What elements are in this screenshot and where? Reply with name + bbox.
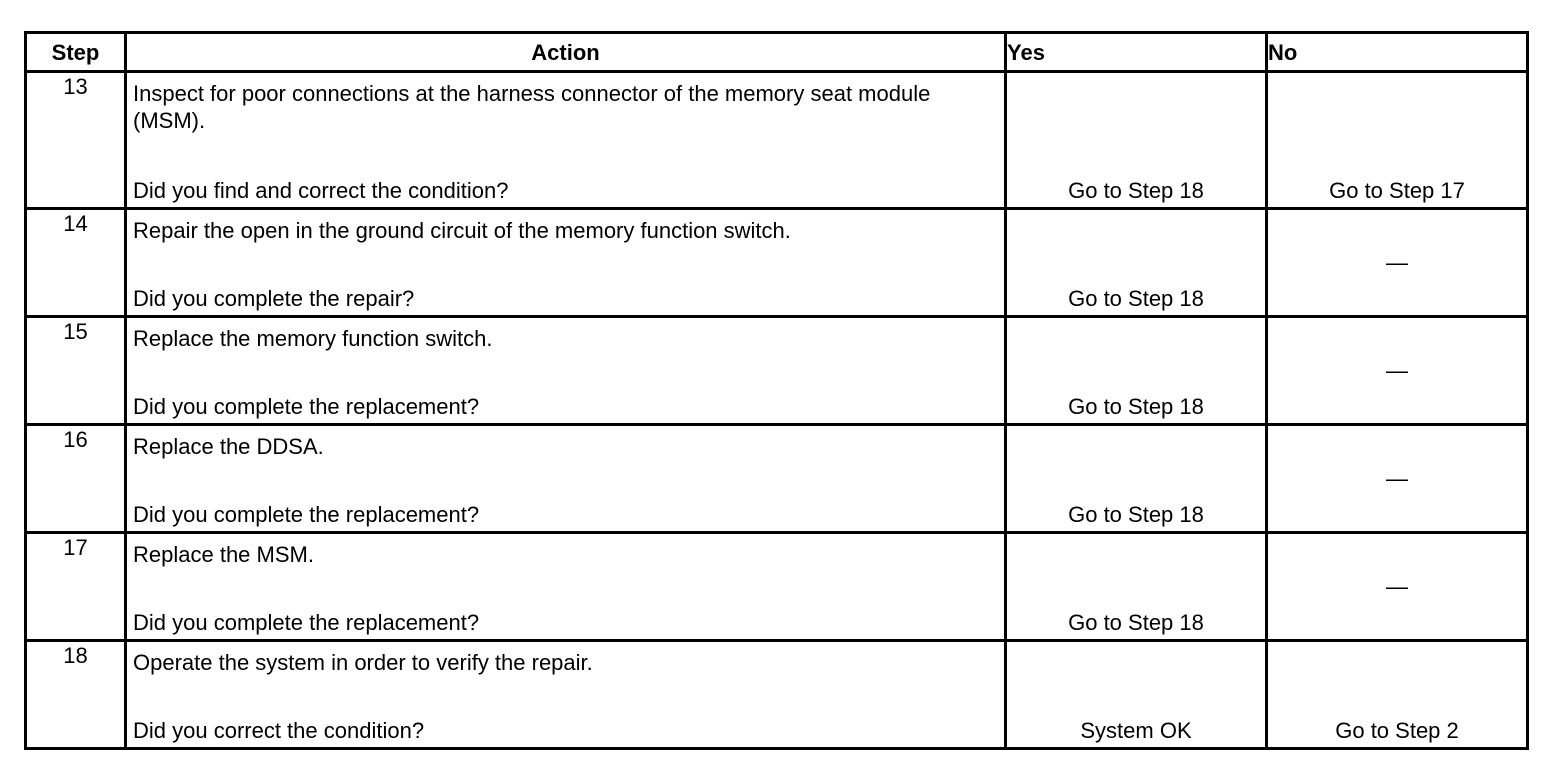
table-row (26, 209, 1528, 317)
yes-result: Go to Step 18 (1068, 178, 1204, 203)
step-number: 14 (26, 209, 126, 317)
no-result: — (1267, 533, 1528, 641)
table-row (26, 425, 1528, 533)
action-instruction: Operate the system in order to verify the repair. (133, 650, 593, 675)
action-cell (126, 533, 1006, 641)
table-row (26, 317, 1528, 425)
yes-result: Go to Step 18 (1068, 394, 1204, 419)
yes-cell (1006, 317, 1267, 425)
diagnostic-table (24, 31, 1529, 750)
no-cell (1267, 641, 1528, 749)
yes-result: System OK (1080, 718, 1192, 743)
action-instruction: Replace the DDSA. (133, 434, 324, 459)
action-question: Did you complete the replacement? (133, 502, 480, 527)
action-instruction: Repair the open in the ground circuit of the memory function switch. (133, 218, 791, 243)
table-row (26, 641, 1528, 749)
step-number: 18 (26, 641, 126, 749)
action-instruction: Inspect for poor connections at the harness connector of the memory seat module (MSM). (133, 81, 931, 133)
step-number: 16 (26, 425, 126, 533)
yes-cell (1006, 425, 1267, 533)
header-action: Action (126, 33, 1006, 72)
header-yes: Yes (1006, 33, 1267, 72)
step-number: 17 (26, 533, 126, 641)
yes-result: Go to Step 18 (1068, 502, 1204, 527)
step-number: 13 (26, 72, 126, 209)
no-cell (1267, 72, 1528, 209)
table-row (26, 533, 1528, 641)
action-question: Did you find and correct the condition? (133, 178, 509, 203)
action-instruction: Replace the memory function switch. (133, 326, 493, 351)
yes-cell (1006, 641, 1267, 749)
header-no: No (1267, 33, 1528, 72)
yes-result: Go to Step 18 (1068, 286, 1204, 311)
action-cell (126, 317, 1006, 425)
no-result: — (1267, 425, 1528, 533)
table-header-row (26, 33, 1528, 72)
no-result: Go to Step 17 (1329, 178, 1465, 203)
yes-result: Go to Step 18 (1068, 610, 1204, 635)
yes-cell (1006, 72, 1267, 209)
yes-cell (1006, 533, 1267, 641)
action-instruction: Replace the MSM. (133, 542, 314, 567)
step-number: 15 (26, 317, 126, 425)
no-result: — (1267, 317, 1528, 425)
table-row (26, 72, 1528, 209)
action-question: Did you complete the replacement? (133, 394, 480, 419)
no-result: Go to Step 2 (1335, 718, 1459, 743)
action-cell (126, 72, 1006, 209)
action-question: Did you complete the replacement? (133, 610, 480, 635)
action-cell (126, 425, 1006, 533)
yes-cell (1006, 209, 1267, 317)
action-cell (126, 209, 1006, 317)
action-question: Did you correct the condition? (133, 718, 425, 743)
header-step: Step (26, 33, 126, 72)
no-result: — (1267, 209, 1528, 317)
action-question: Did you complete the repair? (133, 286, 415, 311)
action-cell (126, 641, 1006, 749)
